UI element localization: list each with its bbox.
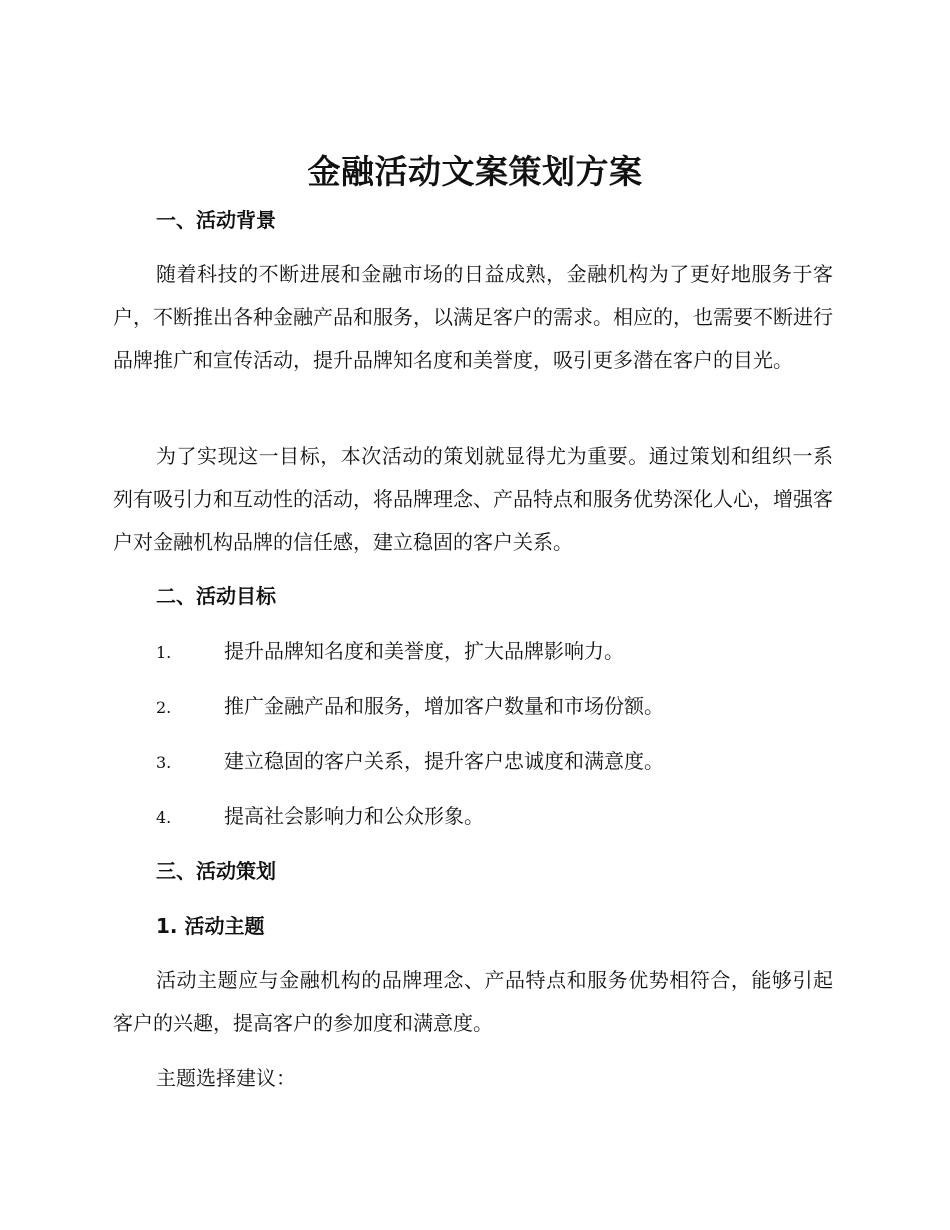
list-item-number: 1.	[156, 643, 172, 662]
document-title: 金融活动文案策划方案	[307, 152, 643, 191]
list-item-text: 建立稳固的客户关系，提升客户忠诚度和满意度。	[224, 749, 664, 773]
list-item	[156, 801, 484, 833]
list-item-number: 4.	[156, 808, 172, 827]
list-item-number: 2.	[156, 698, 172, 717]
list-item-number: 3.	[156, 753, 172, 772]
section-heading-background: 一、活动背景	[156, 208, 276, 232]
list-item-text: 推广金融产品和服务，增加客户数量和市场份额。	[224, 694, 664, 718]
list-item-text: 提高社会影响力和公众形象。	[224, 804, 484, 828]
list-item	[156, 691, 664, 723]
paragraph-background-2: 为了实现这一目标，本次活动的策划就显得尤为重要。通过策划和组织一系列有吸引力和互动性的活动，将品牌理念、产品特点和服务优势深化人心，增强客户对金融机构品牌的信任感，建立稳固的客户关系。	[113, 444, 833, 554]
paragraph-background-1: 随着科技的不断进展和金融市场的日益成熟，金融机构为了更好地服务于客户，不断推出各种金融产品和服务，以满足客户的需求。相应的，也需要不断进行品牌推广和宣传活动，提升品牌知名度和美誉度，吸引更多潜在客户的目光。	[113, 262, 833, 372]
list-item	[156, 636, 624, 668]
list-item-text: 提升品牌知名度和美誉度，扩大品牌影响力。	[224, 639, 624, 663]
subheading-theme: 1. 活动主题	[156, 914, 265, 938]
theme-suggestion-label: 主题选择建议：	[156, 1066, 296, 1090]
list-item	[156, 746, 664, 778]
section-heading-goals: 二、活动目标	[156, 584, 276, 608]
paragraph-theme: 活动主题应与金融机构的品牌理念、产品特点和服务优势相符合，能够引起客户的兴趣，提高客户的参加度和满意度。	[113, 968, 833, 1035]
section-heading-planning: 三、活动策划	[156, 859, 276, 883]
